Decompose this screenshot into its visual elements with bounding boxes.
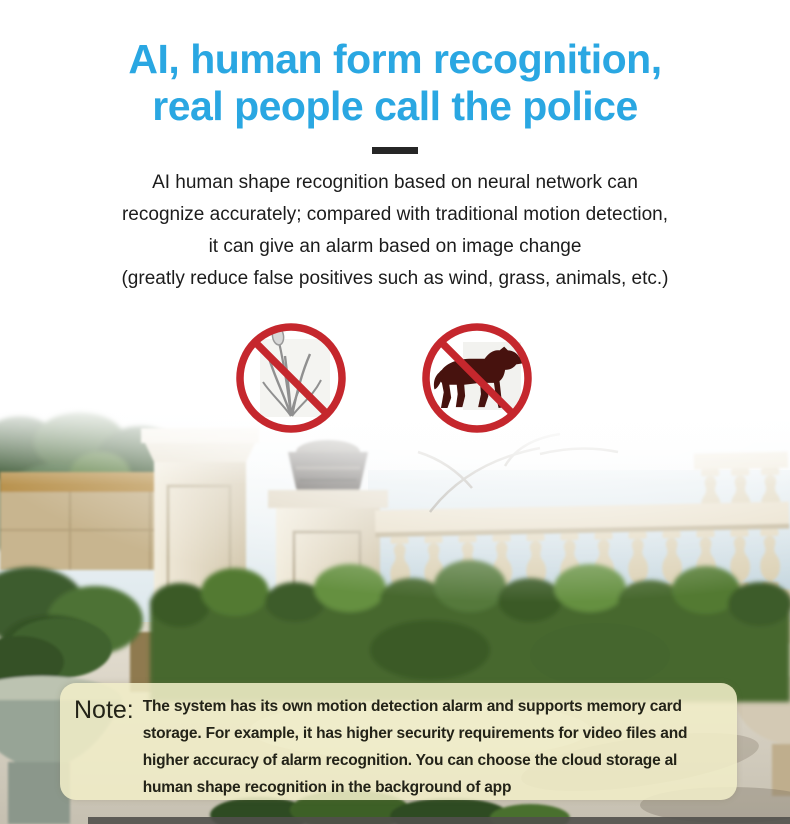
no-dog-icon-svg <box>419 318 535 434</box>
description-line: recognize accurately; compared with traditional motion detection, <box>121 204 668 225</box>
note-overlay <box>60 683 737 800</box>
title-divider <box>372 147 418 154</box>
page-title <box>0 0 790 130</box>
no-grass-icon <box>233 318 349 434</box>
note-text: The system has its own motion detection alarm and supports memory card storage. For example, it has higher security requirements for video files and higher accuracy of alarm recognition. You can choose the cloud storage al human shape recognition in the background of app <box>142 698 688 796</box>
no-dog-icon <box>419 318 535 434</box>
note-label: Note: <box>74 696 134 724</box>
description-line: (greatly reduce false positives such as wind, grass, animals, etc.) <box>121 268 669 289</box>
bottom-strip <box>88 817 790 824</box>
feature-description <box>0 167 790 295</box>
page-title-line1: AI, human form recognition, <box>128 36 662 82</box>
page-title-line2: real people call the police <box>152 83 638 129</box>
terrace-photo <box>0 400 790 824</box>
prohibition-icons-row <box>0 318 779 434</box>
description-line: it can give an alarm based on image change <box>208 236 582 257</box>
no-grass-icon-svg <box>233 318 349 434</box>
description-line: AI human shape recognition based on neural network can <box>152 172 638 193</box>
